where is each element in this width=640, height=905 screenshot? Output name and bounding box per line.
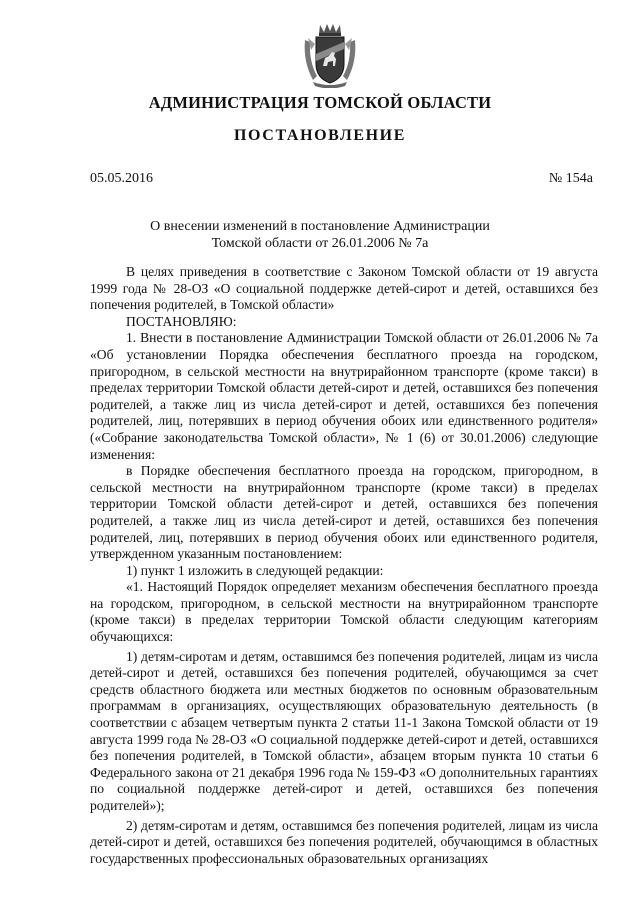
subject-line-1: О внесении изменений в постановление Администрации	[150, 219, 490, 234]
body-paragraph-preamble: В целях приведения в соответствие с Законом Томской области от 19 августа 1999 года № 28-ОЗ «О социальной поддержке детей-сирот и детей, оставшихся без попечения родителей, в Томской области»	[90, 264, 598, 313]
body-paragraph-item-1: 1. Внести в постановление Администрации Томской области от 26.01.2006 № 7а «Об установлении Порядка обеспечения бесплатного проезда на городском, пригородном, в сельской местности на внутрирайонном транспорте (кроме такси) в пределах территории Томской области детей-сирот и детей, оставшихся без попечения родителей, а также лиц из числа детей-сирот и детей, оставшихся без попечения родителей, лиц, потерявших в период обучения обоих или единственного родителя» («Собрание законодательства Томской области», № 1 (6) от 30.01.2006) следующие изменения:	[90, 330, 598, 462]
document-date: 05.05.2016	[90, 171, 153, 186]
body-paragraph-procedure: в Порядке обеспечения бесплатного проезда на городском, пригородном, в сельской местности на внутрирайонном транспорте (кроме такси) в пределах территории Томской области детей-сирот и детей, оставшихся без попечения родителей, а также лиц из числа детей-сирот и детей, оставшихся без попечения родителей, лиц, потерявших в период обучения обоих или единственного родителя, утвержденном указанным постановлением:	[90, 463, 598, 562]
agency-title: АДМИНИСТРАЦИЯ ТОМСКОЙ ОБЛАСТИ	[148, 93, 492, 112]
document-body	[90, 264, 598, 867]
document-number: № 154а	[548, 171, 593, 186]
body-paragraph-category-2: 2) детям-сиротам и детям, оставшимся без попечения родителей, лицам из числа детей-сирот и детей, оставшихся без попечения родителей, обучающимся в областных государственных профессиональных образовательных организациях	[90, 817, 598, 866]
subject-line-2: Томской области от 26.01.2006 № 7а	[211, 236, 429, 251]
body-paragraph-resolve: ПОСТАНОВЛЯЮ:	[126, 313, 237, 329]
body-paragraph-category-1: 1) детям-сиротам и детям, оставшимся без попечения родителей, лицам из числа детей-сирот и детей, оставшихся без попечения родителей, обучающимся за счет средств областного бюджета или местных бюджетов по основным образовательным программам в организациях, осуществляющих образовательную деятельность (в соответствии с абзацем четвертым пункта 2 статьи 11-1 Закона Томской области от 19 августа 1999 года № 28-ОЗ «О социальной поддержке детей-сирот и детей, оставшихся без попечения родителей, в Томской области», абзацем вторым пункта 10 статьи 6 Федерального закона от 21 декабря 1996 года № 159-ФЗ «О дополнительных гарантиях по социальной поддержке детей-сирот и детей, оставшихся без попечения родителей»);	[90, 648, 598, 813]
body-paragraph-point-1: «1. Настоящий Порядок определяет механизм обеспечения бесплатного проезда на городском, пригородном, в сельской местности на внутрирайонном транспорте (кроме такси) в пределах территории Томской области следующим категориям обучающихся:	[90, 579, 598, 645]
body-paragraph-subitem-1: 1) пункт 1 изложить в следующей редакции:	[126, 562, 384, 578]
tomsk-oblast-coat-of-arms-icon	[301, 22, 359, 88]
document-type: ПОСТАНОВЛЕНИЕ	[234, 127, 406, 144]
document-subject	[0, 218, 640, 252]
